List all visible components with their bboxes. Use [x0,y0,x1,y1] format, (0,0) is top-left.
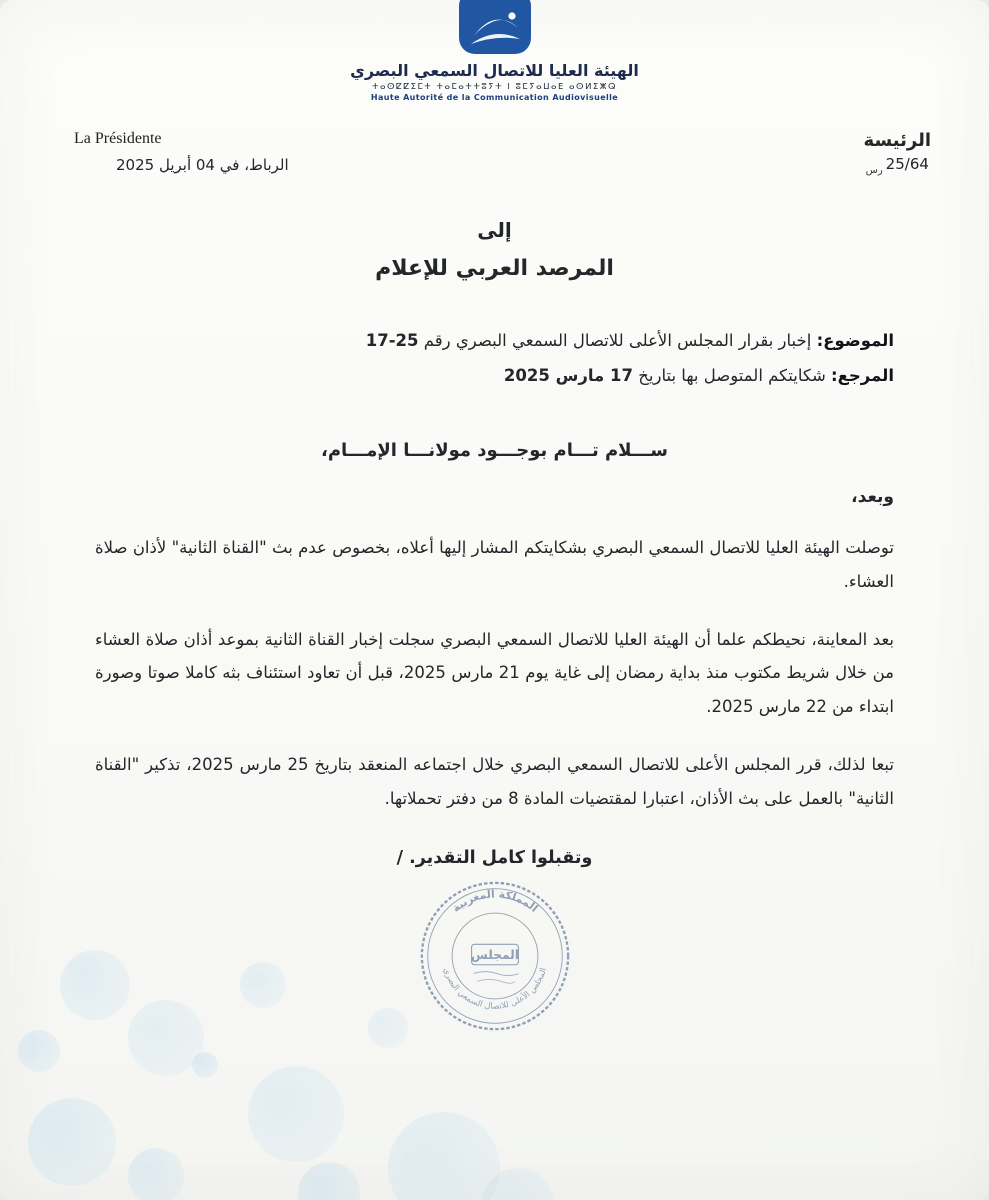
sender-block [74,130,289,174]
stamp-center-text: المجلس [470,947,519,962]
body-paragraph-2: بعد المعاينة، نحيطكم علما أن الهيئة العليا للاتصال السمعي البصري سجلت إخبار القناة الثانية بموعد أذان صلاة العشاء من خلال شريط مكتوب منذ بداية رمضان إلى غاية يوم 21 مارس 2025، قبل أن تعاود استئناف بثه كاملا صوتا وصورة ابتداء من 22 مارس 2025. [95,629,894,717]
haca-logo-icon [456,0,534,56]
after-salutation: وبعد، [851,486,894,507]
sender-title-french: La Présidente [74,130,162,147]
watermark-dot [28,1098,116,1186]
subject-line [95,323,894,358]
place-and-date: الرباط، في 04 أبريل 2025 [116,156,289,174]
stamp-ring-bottom-text: المجلس الأعلى للاتصال السمعي البصري [441,965,548,1011]
letterhead [0,0,989,102]
body-paragraph-1: توصلت الهيئة العليا للاتصال السمعي البصري بشكايتكم المشار إليها أعلاه، بخصوص عدم بث "القناة الثانية" لأذان صلاة العشاء. [95,537,894,591]
reference-number-prefix: رس [865,165,883,176]
watermark-dot [192,1052,218,1078]
reference-number-value: 25/64 [885,155,929,173]
recipient-name: المرصد العربي للإعلام [375,256,614,281]
salutation: ســـلام تـــام بوجـــود مولانـــا الإمـــام، [320,439,669,461]
reference-number [864,155,931,176]
reference-block [864,130,931,176]
stamp-ring-top-text: المملكة المغربية [449,887,541,915]
watermark-dot [248,1066,344,1162]
recipient-block [0,218,989,281]
subject-reference-block [0,323,989,394]
official-stamp [410,878,580,1038]
to-label: إلى [477,218,512,242]
closing-formula: وتقبلوا كامل التقدير. / [396,847,593,868]
reference-label: المرجع: [831,366,894,386]
svg-text:المملكة المغربية [449,887,540,914]
org-name-arabic: الهيئة العليا للاتصال السمعي البصري [350,61,639,80]
subject-text: إخبار بقرار المجلس الأعلى للاتصال السمعي البصري رقم [423,331,812,350]
subject-label: الموضوع: [816,331,894,350]
watermark-dot [128,1148,184,1200]
watermark-dot [388,1112,500,1200]
reference-text: شكايتكم المتوصل بها بتاريخ [638,366,826,386]
sender-title-arabic: الرئيسة [863,130,931,151]
org-name-tifinagh: ⵜⴰⵙⵇⵇⵉⵎⵜ ⵜⴰⵎⴰⵜⵜⵓⵢⵜ ⵏ ⵓⵎⵢⴰⵡⴰⴹ ⴰⵙⵍⵉⵥⵕ [371,82,618,92]
decision-number: 17-25 [365,331,419,350]
reference-line [95,358,894,393]
letter-header-row [0,130,989,176]
org-name-french: Haute Autorité de la Communication Audiovisuelle [370,93,619,102]
reference-date: 17 مارس 2025 [503,366,633,386]
body-paragraph-3: تبعا لذلك، قرر المجلس الأعلى للاتصال السمعي البصري خلال اجتماعه المنعقد بتاريخ 25 مارس 2025، تذكير "القناة الثانية" بالعمل على بث الأذان، اعتبارا لمقتضيات المادة 8 من دفتر تحملاتها. [95,755,894,808]
watermark-dot [298,1162,360,1200]
